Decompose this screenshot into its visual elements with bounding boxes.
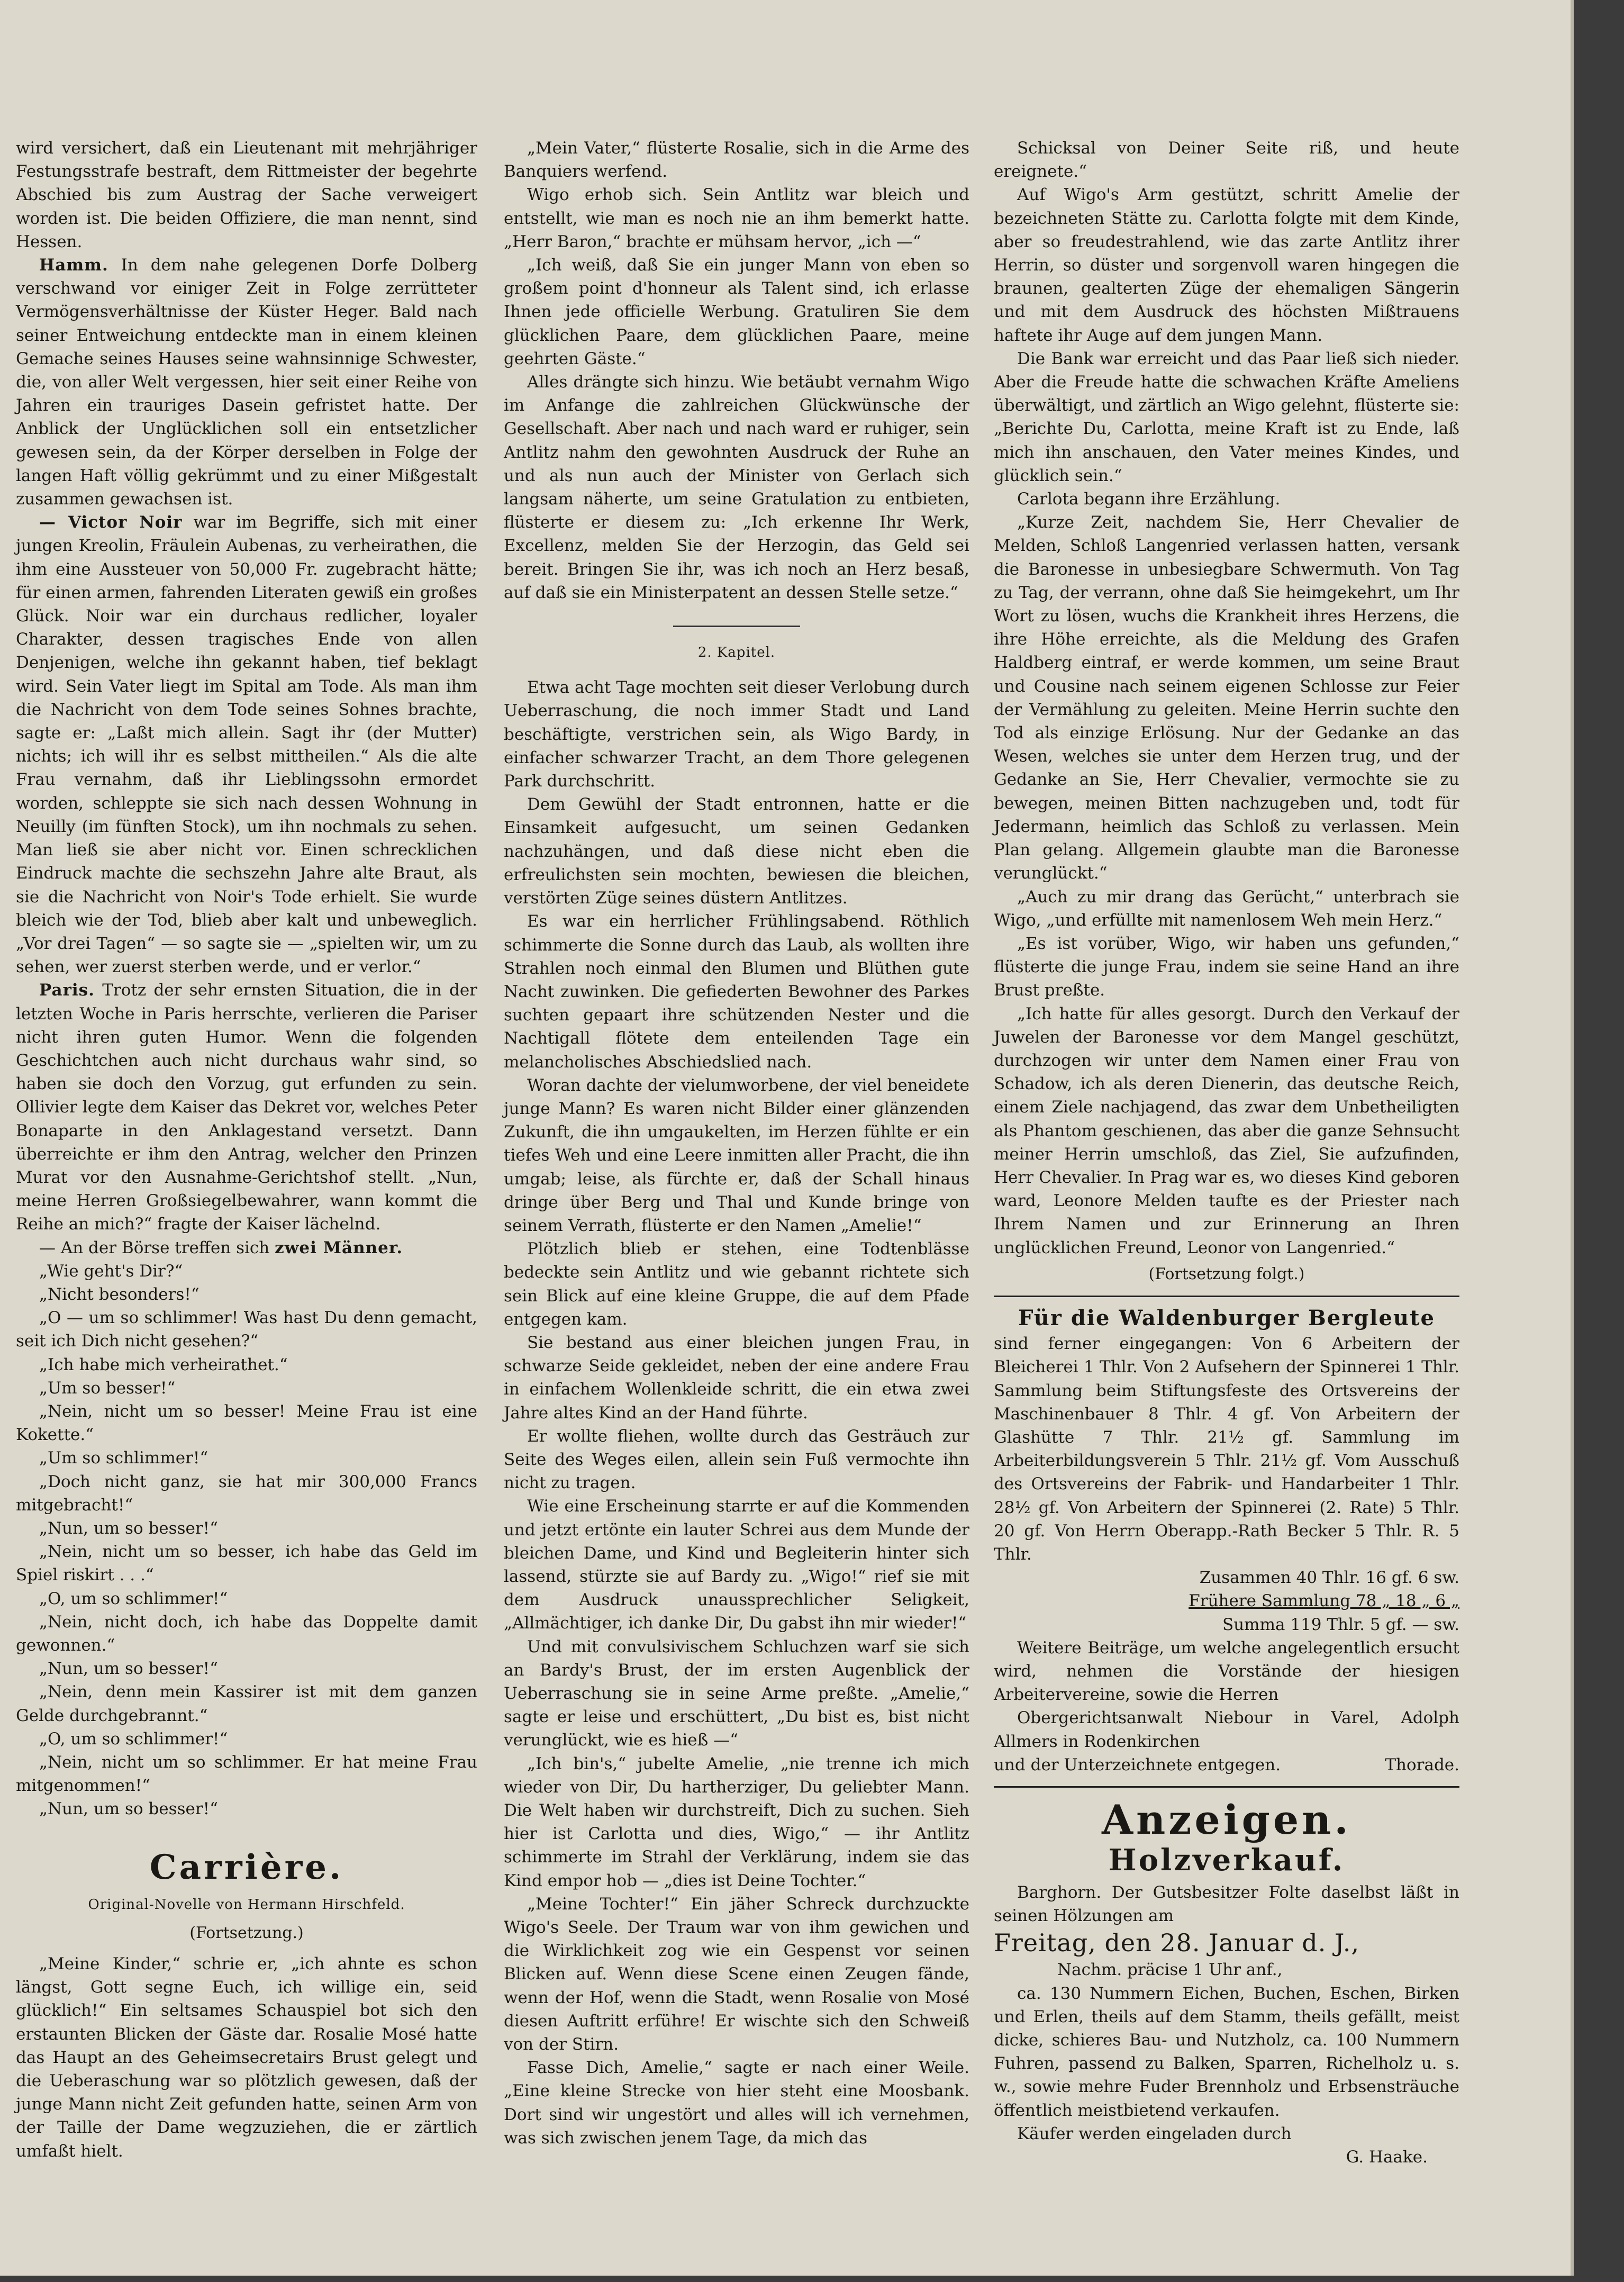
article-noir-text: war im Begriffe, sich mit einer jungen Kreolin, Fräulein Aubenas, zu verheirathen, die ihm eine Aussteuer von 50,000 Fr. zugebracht hätte; für einen armen, fahrenden Literaten gewiß ein großes Glück. Noir war ein durchaus redlicher, loyaler Charakter, dessen tragisches Ende von allen Denjenigen, welche ihn gekannt haben, tief beklagt wird. Sein Vater liegt im Spital am Tode. Als man ihm die Nachricht von dem Tode seines Sohnes brachte, sagte er: „Laßt mich allein. Sagt ihr (der Mutter) nichts; ich will ihr es selbst mittheilen.“ Als die alte Frau vernahm, daß ihr Lieblingssohn ermordet worden, schleppte sie sich nach dessen Wohnung in Neuilly (im fünften Stock), um ihn nochmals zu sehen. Man ließ sie aber nicht vor. Einen schrecklichen Eindruck machte die sechszehn Jahre alte Braut, als sie die Nachricht von Noir's Tode erhielt. Sie wurde bleich wie der Tod, blieb aber kalt und unbeweglich. „Vor drei Tagen“ — so sagte sie — „spielten wir, um zu sehen, wer zuerst sterben werde, und er verlor.“ bbox=[16, 513, 477, 977]
novel-paragraph: Er wollte fliehen, wollte durch das Gesträuch zur Seite des Weges eilen, allein sein Fuß vermochte ihn nicht zu tragen. bbox=[504, 1426, 969, 1493]
novel-paragraph: „Mein Vater,“ flüsterte Rosalie, sich in die Arme des Banquiers werfend. bbox=[504, 139, 969, 182]
ad-date: Freitag, den 28. Januar d. J., bbox=[994, 1928, 1360, 1958]
novel-title: Carrière. bbox=[149, 1847, 344, 1887]
appeal-text: sind ferner eingegangen: Von 6 Arbeitern der Bleicherei 1 Thlr. Von 2 Aufsehern der Spinnerei 1 Thlr. Sammlung beim Stiftungsfeste des Ortsvereins der Maschinenbauer 8 Thlr. 4 gf. Von Arbeitern der Glashütte 7 Thlr. 21½ gf. Sammlung im Arbeiterbildungsverein 5 Thlr. 21½ gf. Vom Ausschuß des Ortsvereins der Fabrik- und Handarbeiter 1 Thlr. 28½ gf. Von Arbeitern der Spinnerei (2. Rate) 5 Thlr. 20 gf. Von Herrn Oberapp.-Rath Becker 5 Thlr. R. 5 Thlr. bbox=[994, 1334, 1459, 1564]
section-divider-2 bbox=[994, 1786, 1459, 1788]
dateline-victor-noir: — Victor Noir bbox=[39, 513, 183, 532]
column-left bbox=[16, 137, 477, 2163]
appeal-signoff-text: und der Unterzeichnete entgegen. bbox=[994, 1755, 1281, 1774]
novel-paragraphs-part1 bbox=[504, 137, 969, 604]
article-hamm-text: In dem nahe gelegenen Dorfe Dolberg verschwand vor einiger Zeit in Folge zerrütteter Vermögensverhältnisse der Küster Heger. Bald nach seiner Entweichung entdeckte man in einem kleinen Gemache seines Hauses seine wahnsinnige Schwester, die, von aller Welt vergessen, hier seit einer Reihe von Jahren ein trauriges Dasein gefristet hatte. Der Anblick der Unglücklichen soll ein entsetzlicher gewesen sein, da der Körper derselben in Folge der langen Haft völlig gekrümmt und zu einer Mißgestalt zusammen gewachsen ist. bbox=[16, 256, 477, 509]
novel-paragraph: „Ich weiß, daß Sie ein junger Mann von eben so großem point d'honneur als Talent sind, ich erlasse Ihnen jede officielle Werbung. Gratuliren Sie dem glücklichen Paare, dem glücklichen Paare, meine geehrten Gäste.“ bbox=[504, 256, 969, 368]
article-boerse bbox=[16, 1236, 477, 1260]
scan-background bbox=[1574, 0, 1624, 2282]
novel-paragraph: „Meine Kinder,“ schrie er, „ich ahnte es schon längst, Gott segne Euch, ich willige ein, seid glücklich!“ Ein seltsames Schauspiel bot sich den erstaunten Blicken der Gäste dar. Rosalie Mosé hatte das Haupt an des Geheimsecretairs Brust gelegt und die Ueberaschung war so plötzlich gewesen, daß der junge Mann nicht Zeit gefunden hatte, seinen Arm von der Taille der Dame wegzuziehen, die er zärtlich umfaßt hielt. bbox=[16, 1954, 477, 2161]
column-right bbox=[994, 137, 1459, 2169]
sum-grand: Summa 119 Thlr. 5 gf. — sw. bbox=[1222, 1615, 1459, 1634]
appeal-signature: Thorade. bbox=[1385, 1755, 1459, 1774]
novel-paragraph: „Ich bin's,“ jubelte Amelie, „nie trenne ich mich wieder von Dir, Du hartherziger, Du geliebter Mann. Die Welt haben wir durchstreift, Dich zu suchen. Sieh hier ist Carlotta und dies, Wigo,“ — ihr Antlitz schimmerte im Strahl der Verklärung, indem sie das Kind empor hob — „dies ist Deine Tochter.“ bbox=[504, 1754, 969, 1890]
novel-paragraph: Es war ein herrlicher Frühlingsabend. Röthlich schimmerte die Sonne durch das Laub, als wollten ihre Strahlen noch einmal den Blumen und Blüthen gute Nacht zuwinken. Die gefiederten Bewohner des Parkes suchten gepaart ihre schützenden Nester und die Nachtigall flötete dem enteilenden Tage ein melancholisches Abschiedslied nach. bbox=[504, 912, 969, 1072]
article-paris-text: Trotz der sehr ernsten Situation, die in der letzten Woche in Paris herrschte, verlieren die Pariser nicht ihren guten Humor. Wenn die folgenden Geschichtchen auch nicht durchaus wahr sind, so haben sie doch den Vorzug, gut erfunden zu sein. Ollivier legte dem Kaiser das Dekret vor, welches Peter Bonaparte in den Anklagestand versetzt. Dann überreichte er ihm den Antrag, welcher den Prinzen Murat vor den Ausnahme-Gerichtshof stellt. „Nun, meine Herren Großsiegelbewahrer, wann kommt die Reihe an mich?“ fragte der Kaiser lächelnd. bbox=[16, 981, 477, 1234]
novel-paragraph: Dem Gewühl der Stadt entronnen, hatte er die Einsamkeit aufgesucht, um seinen Gedanken nachzuhängen, und daß diese nicht eben die erfreulichsten sein mochten, bewiesen die bleichen, verstörten Züge seines düstern Antlitzes. bbox=[504, 795, 969, 908]
appeal-title: Für die Waldenburger Bergleute bbox=[1018, 1305, 1435, 1330]
dialog-line: „Um so besser!“ bbox=[39, 1378, 176, 1398]
sum-previous: Frühere Sammlung 78 „ 18 „ 6 „ bbox=[1188, 1591, 1459, 1611]
novel-paragraph: „Es ist vorüber, Wigo, wir haben uns gefunden,“ flüsterte die junge Frau, indem sie seine Hand an ihre Brust preßte. bbox=[994, 934, 1459, 1000]
dateline-hamm: Hamm. bbox=[39, 256, 108, 275]
dialog-line: „Wie geht's Dir?“ bbox=[39, 1261, 183, 1281]
dialog-line: „Nein, denn mein Kassirer ist mit dem ganzen Gelde durchgebrannt.“ bbox=[16, 1682, 477, 1725]
dialog-line: „Um so schlimmer!“ bbox=[39, 1448, 208, 1468]
novel-continuation-note: (Fortsetzung.) bbox=[189, 1923, 304, 1942]
dialog-line: „Nein, nicht um so besser! Meine Frau ist eine Kokette.“ bbox=[16, 1401, 477, 1445]
novel-paragraph: „Meine Tochter!“ Ein jäher Schreck durchzuckte Wigo's Seele. Der Traum war von ihm gewichen und die Wirklichkeit zog wie ein Gespenst vor seinen Blicken auf. Wenn diese Scene einen Zeugen fände, wenn der Hof, wenn die Stadt, wenn Rosalie von Mosé diesen Auftritt erführe! Er wischte sich den Schweiß von der Stirn. bbox=[504, 1894, 969, 2054]
dialog-line: „Nein, nicht um so schlimmer. Er hat meine Frau mitgenommen!“ bbox=[16, 1753, 477, 1796]
dialog-line: „Nicht besonders!“ bbox=[39, 1284, 199, 1304]
novel-paragraph: Woran dachte der vielumworbene, der viel beneidete junge Mann? Es waren nicht Bilder einer glänzenden Zukunft, die ihn umgaukelten, im Herzen fühlte er ein tiefes Weh und eine Leere inmitten aller Pracht, die ihn umgab; leise, als fürchte er, daß der Schall hinaus dringe über Berg und Thal und Kunde bringe von seinem Verrath, flüsterte er den Namen „Amelie!“ bbox=[504, 1075, 969, 1235]
ad-time: Nachm. präcise 1 Uhr anf., bbox=[1057, 1960, 1283, 1980]
novel-paragraph: Fasse Dich, Amelie,“ sagte er nach einer Weile. „Eine kleine Strecke von hier steht eine Moosbank. Dort sind wir ungestört und alles will ich vernehmen, was sich zwischen jenem Tage, da mich das bbox=[504, 2058, 969, 2148]
sum-total: Zusammen 40 Thlr. 16 gf. 6 sw. bbox=[1199, 1568, 1459, 1588]
dialog-list bbox=[16, 1260, 477, 1821]
article-hamm bbox=[16, 253, 477, 511]
chapter-divider bbox=[673, 626, 800, 627]
novel-paragraph: Etwa acht Tage mochten seit dieser Verlobung durch Ueberraschung, die noch immer Stadt und Land beschäftigte, verstrichen sein, als Wigo Bardy, in einfacher schwarzer Tracht, an dem Thore gelegenen Park durchschritt. bbox=[504, 678, 969, 791]
appeal-names: Obergerichtsanwalt Niebour in Varel, Adolph Allmers in Rodenkirchen bbox=[994, 1708, 1459, 1751]
novel-paragraph: Plötzlich blieb er stehen, eine Todtenblässe bedeckte sein Antlitz und wie gebannt richtete sich sein Blick auf eine kleine Gruppe, die auf dem Pfade entgegen kam. bbox=[504, 1239, 969, 1329]
dialog-line: „Nun, um so besser!“ bbox=[39, 1799, 218, 1819]
article-officers: wird versichert, daß ein Lieutenant mit mehrjähriger Festungsstrafe bestraft, dem Rittmeister der begehrte Abschied bis zum Austrag der Sache verweigert worden ist. Die beiden Offiziere, die man nennt, sind Hessen. bbox=[16, 139, 477, 251]
novel-paragraph: Schicksal von Deiner Seite riß, und heute ereignete.“ bbox=[994, 139, 1459, 182]
article-boerse-text: — An der Börse treffen sich bbox=[39, 1238, 275, 1257]
to-be-continued: (Fortsetzung folgt.) bbox=[1148, 1264, 1305, 1283]
dialog-line: „Nein, nicht um so besser, ich habe das Geld im Spiel riskirt . . .“ bbox=[16, 1542, 477, 1585]
novel-paragraph: Die Bank war erreicht und das Paar ließ sich nieder. Aber die Freude hatte die schwachen Kräfte Ameliens überwältigt, und zärtlich an Wigo gelehnt, flüsterte sie: „Berichte Du, Carlotta, meine Kraft ist zu Ende, laß mich ihn anschauen, den Vater meines Kindes, und glücklich sein.“ bbox=[994, 349, 1459, 485]
dialog-line: „O — um so schlimmer! Was hast Du denn gemacht, seit ich Dich nicht gesehen?“ bbox=[16, 1308, 477, 1351]
novel-paragraph: Auf Wigo's Arm gestützt, schritt Amelie der bezeichneten Stätte zu. Carlotta folgte mit dem Kinde, aber so freudestrahlend, wie das zarte Antlitz ihrer Herrin, so düster und sorgenvoll waren hingegen die braunen, gealterten Züge der ehemaligen Sängerin und mit dem Ausdruck des höchsten Mißtrauens haftete ihr Auge auf dem jungen Mann. bbox=[994, 185, 1459, 345]
novel-paragraph: Carlota begann ihre Erzählung. bbox=[1017, 490, 1281, 509]
ads-heading: Anzeigen. bbox=[1102, 1796, 1351, 1844]
dateline-paris: Paris. bbox=[39, 981, 95, 1000]
ad-buyers: Käufer werden eingeladen durch bbox=[1017, 2124, 1292, 2143]
chapter-heading: 2. Kapitel. bbox=[697, 645, 776, 661]
novel-paragraph: Und mit convulsivischem Schluchzen warf sie sich an Bardy's Brust, der im ersten Augenblick der Ueberraschung sie in seine Arme preßte. „Amelie,“ sagte er leise und erschüttert, „Du bist es, bist nicht verunglückt, wie es hieß —“ bbox=[504, 1637, 969, 1750]
novel-paragraph: Alles drängte sich hinzu. Wie betäubt vernahm Wigo im Anfange die zahlreichen Glückwünsche der Gesellschaft. Aber nach und nach ward er ruhiger, sein Antlitz nahm den gewohnten Ausdruck der Ruhe an und als nun auch der Minister von Gerlach sich langsam näherte, um seine Gratulation zu entbieten, flüsterte er diesem zu: „Ich erkenne Ihr Werk, Excellenz, melden Sie der Herzogin, das Geld sei bereit. Bringen Sie ihr, was ich noch an Herz besaß, auf daß sie ein Ministerpatent an dessen Stelle setze.“ bbox=[504, 373, 969, 602]
novel-byline: Original-Novelle von Hermann Hirschfeld. bbox=[88, 1896, 405, 1913]
appeal-signoff bbox=[994, 1753, 1459, 1777]
dialog-line: „O, um so schlimmer!“ bbox=[39, 1589, 228, 1608]
novel-paragraph: „Kurze Zeit, nachdem Sie, Herr Chevalier de Melden, Schloß Langenried verlassen hatten, versank die Baronesse in unbesiegbare Schwermuth. Von Tag zu Tag, der verrann, ohne daß Sie heimgekehrt, um Ihr Wort zu lösen, wuchs die Krankheit ihres Herzens, die ihre Höhe erreichte, als die Meldung des Grafen Haldberg eintraf, er werde kommen, um seine Braut und Cousine nach seinem eigenen Schlosse zur Feier der Vermählung zu geleiten. Meine Herrin suchte den Tod als einzige Erlösung. Nur der Gedanke an das Wesen, welches sie unter dem Herzen trug, und der Gedanke an Sie, Herr Chevalier, vermochte sie zu bewegen, meinen Bitten nachzugeben und, todt für Jedermann, heimlich das Schloß zu verlassen. Mein Plan gelang. Allgemein glaubte man die Baronesse verunglückt.“ bbox=[994, 513, 1459, 883]
dialog-line: „Nein, nicht doch, ich habe das Doppelte damit gewonnen.“ bbox=[16, 1612, 477, 1655]
article-victor-noir bbox=[16, 511, 477, 979]
column-middle bbox=[504, 137, 969, 2150]
novel-paragraph: „Auch zu mir drang das Gerücht,“ unterbrach sie Wigo, „und erfüllte mit namenlosem Weh mein Herz.“ bbox=[994, 887, 1459, 930]
section-divider bbox=[994, 1296, 1459, 1297]
ad-intro: Barghorn. Der Gutsbesitzer Folte daselbst läßt in seinen Hölzungen am bbox=[994, 1883, 1459, 1926]
novel-paragraph: Wigo erhob sich. Sein Antlitz war bleich und entstellt, wie man es noch nie an ihm bemerkt hatte. „Herr Baron,“ brachte er mühsam hervor, „ich —“ bbox=[504, 185, 969, 251]
dialog-line: „Nun, um so besser!“ bbox=[39, 1659, 218, 1679]
ad-title: Holzverkauf. bbox=[1108, 1843, 1345, 1878]
dialog-line: „Doch nicht ganz, sie hat mir 300,000 Francs mitgebracht!“ bbox=[16, 1472, 477, 1515]
novel-paragraphs-part3 bbox=[994, 137, 1459, 1260]
ad-signature: G. Haake. bbox=[1346, 2148, 1428, 2167]
dialog-line: „Ich habe mich verheirathet.“ bbox=[39, 1355, 288, 1374]
novel-paragraphs-part2 bbox=[504, 676, 969, 2150]
appeal-more: Weitere Beiträge, um welche angelegentlich ersucht wird, nehmen die Vorstände der hiesigen Arbeitervereine, sowie die Herren bbox=[994, 1638, 1459, 1705]
dialog-line: „O, um so schlimmer!“ bbox=[39, 1729, 228, 1749]
novel-paragraph: Sie bestand aus einer bleichen jungen Frau, in schwarze Seide gekleidet, neben der eine andere Frau in einfachem Wollenkleide schritt, die ein etwa zwei Jahre altes Kind an der Hand führte. bbox=[504, 1333, 969, 1423]
ad-lots: ca. 130 Nummern Eichen, Buchen, Eschen, Birken und Erlen, theils auf dem Stamm, theils gefällt, meist dicke, schieres Bau- und Nutzholz, ca. 100 Nummern Fuhren, passend zu Balken, Sparren, Richelholz u. s. w., sowie mehre Fuder Brennholz und Erbsensträuche öffentlich meistbietend verkaufen. bbox=[994, 1984, 1459, 2120]
boerse-emphasis: zwei Männer. bbox=[275, 1238, 403, 1257]
article-paris bbox=[16, 979, 477, 1236]
dialog-line: „Nun, um so besser!“ bbox=[39, 1518, 218, 1538]
novel-paragraph: „Ich hatte für alles gesorgt. Durch den Verkauf der Juwelen der Baronesse vor dem Mangel geschützt, durchzogen wir unter dem Namen einer Frau von Schadow, ich als deren Dienerin, das deutsche Reich, einem Ziele nachjagend, das zwar dem Unbetheiligten als Phantom geschienen, das aber die ganze Sehnsucht meiner Herrin umschloß, das Ziel, Sie aufzufinden, Herr Chevalier. In Prag war es, wo dieses Kind geboren ward, Leonore Melden taufte es der Priester nach Ihrem Namen und zur Erinnerung an Ihren unglücklichen Freund, Leonor von Langenried.“ bbox=[994, 1004, 1459, 1257]
novel-paragraph: Wie eine Erscheinung starrte er auf die Kommenden und jetzt ertönte ein lauter Schrei aus dem Munde der bleichen Dame, und Kind und Begleiterin hinter sich lassend, stürzte sie auf Bardy zu. „Wigo!“ rief sie mit dem Ausdruck unaussprechlicher Seligkeit, „Allmächtiger, ich danke Dir, Du gabst ihn mir wieder!“ bbox=[504, 1497, 969, 1633]
